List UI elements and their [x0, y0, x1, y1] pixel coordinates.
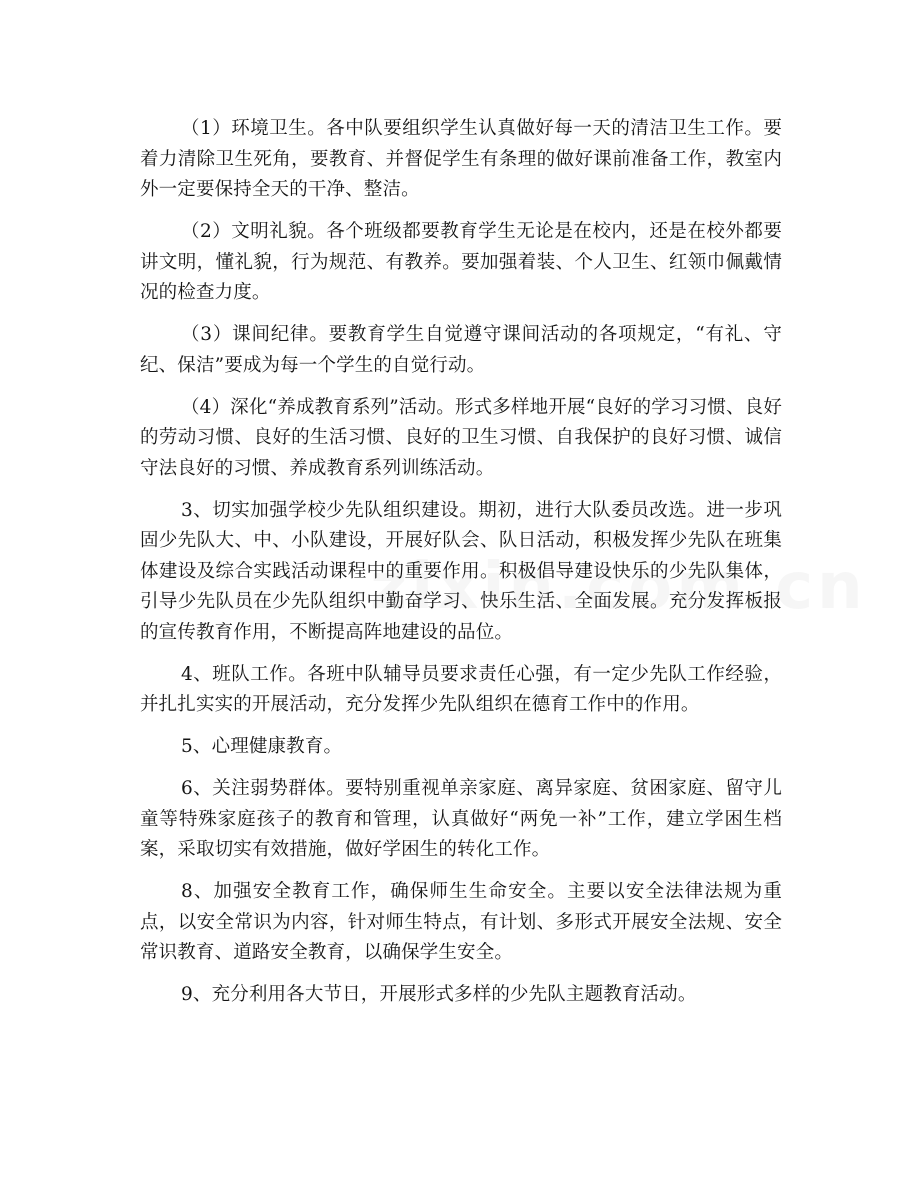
- paragraph-holiday-activities: 9、充分利用各大节日，开展形式多样的少先队主题教育活动。: [181, 984, 697, 1005]
- paragraph-recess-discipline: （3）课间纪律。要教育学生自觉遵守课间活动的各项规定，“有礼、守纪、保洁”要成为每一个学生的自觉行动。: [140, 324, 782, 376]
- document-body: [140, 114, 782, 1011]
- paragraph-habit-education: （4）深化“养成教育系列”活动。形式多样地开展“良好的学习习惯、良好的劳动习惯、良好的生活习惯、良好的卫生习惯、自我保护的良好习惯、诚信守法良好的习惯、养成教育系列训练活动。: [140, 396, 782, 479]
- paragraph-vulnerable-groups: 6、关注弱势群体。要特别重视单亲家庭、离异家庭、贫困家庭、留守儿童等特殊家庭孩子的教育和管理，认真做好“两免一补”工作，建立学困生档案，采取切实有效措施，做好学困生的转化工作。: [140, 778, 782, 860]
- paragraph-class-work: 4、班队工作。各班中队辅导员要求责任心强，有一定少先队工作经验，并扎扎实实的开展活动，充分发挥少先队组织在德育工作中的作用。: [140, 663, 782, 715]
- paragraph-civility: （2）文明礼貌。各个班级都要教育学生无论是在校内，还是在校外都要讲文明，懂礼貌，行为规范、有教养。要加强着装、个人卫生、红领巾佩戴情况的检查力度。: [140, 221, 782, 303]
- paragraph-environment-hygiene: （1）环境卫生。各中队要组织学生认真做好每一天的清洁卫生工作。要着力清除卫生死角，要教育、并督促学生有条理的做好课前准备工作，教室内外一定要保持全天的干净、整洁。: [140, 118, 782, 200]
- paragraph-mental-health: 5、心理健康教育。: [181, 736, 343, 757]
- paragraph-safety-education: 8、加强安全教育工作，确保师生生命安全。主要以安全法律法规为重点，以安全常识为内容，针对师生特点，有计划、多形式开展安全法规、安全常识教育、道路安全教育，以确保学生安全。: [140, 881, 782, 963]
- paragraph-pioneer-organization: 3、切实加强学校少先队组织建设。期初，进行大队委员改选。进一步巩固少先队大、中、小队建设，开展好队会、队日活动，积极发挥少先队在班集体建设及综合实践活动课程中的重要作用。积极倡导建设快乐的少先队集体，引导少先队员在少先队组织中勤奋学习、快乐生活、全面发展。充分发挥板报的宣传教育作用，不断提高阵地建设的品位。: [140, 499, 782, 643]
